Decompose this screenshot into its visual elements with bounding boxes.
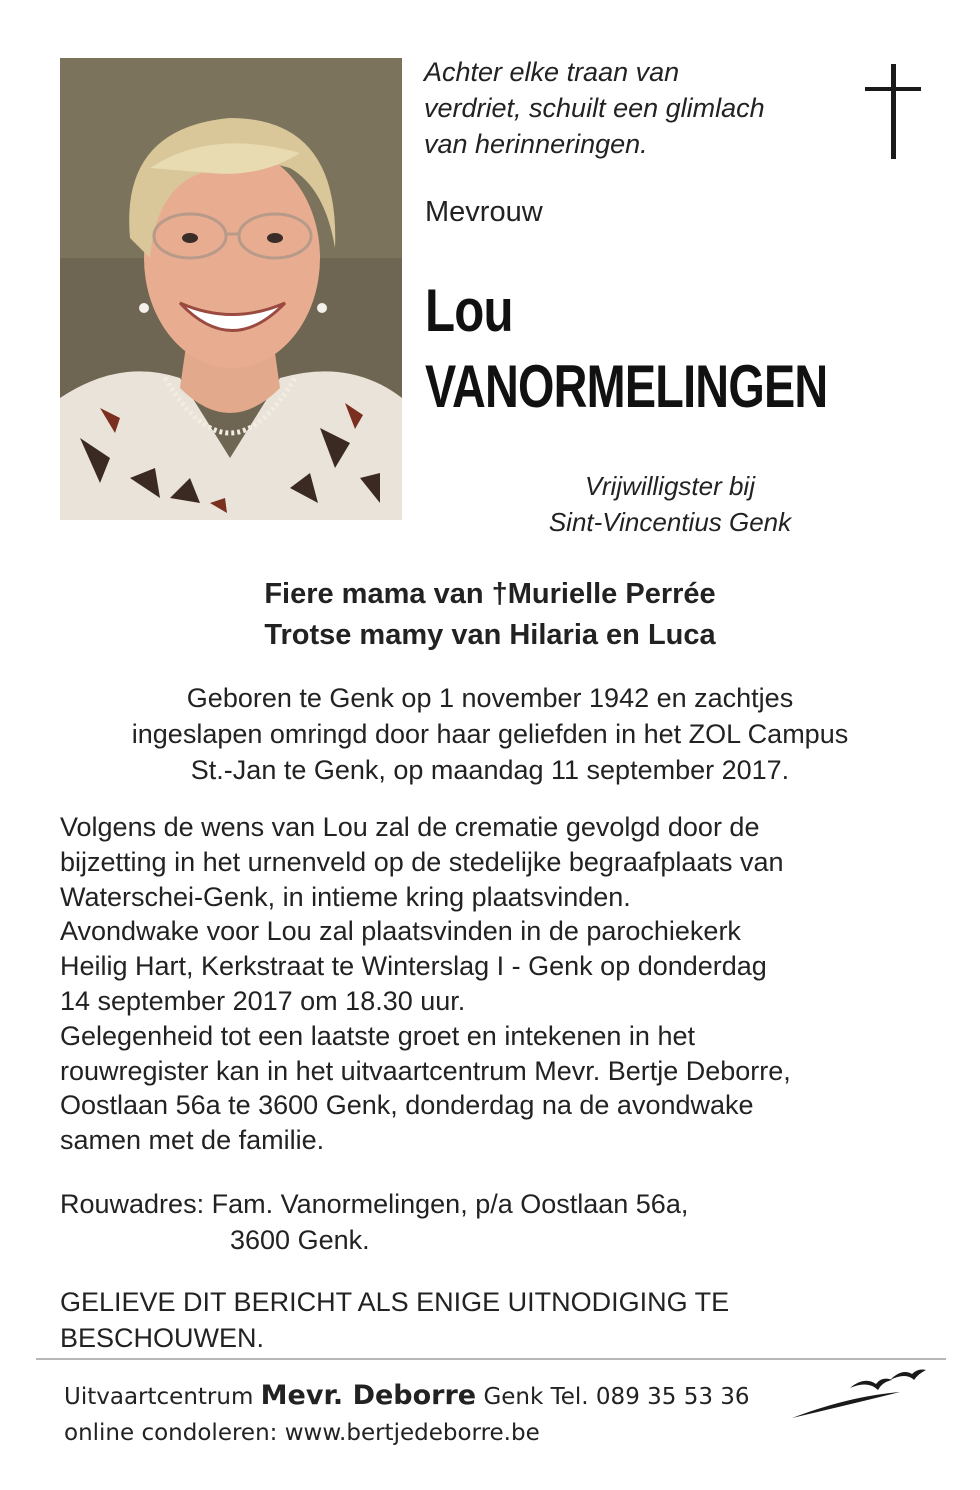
quote-line: van herinneringen. [424,129,648,159]
quote-line: verdriet, schuilt een glimlach [424,93,765,123]
deceased-last-name: VANORMELINGEN [425,353,828,420]
funeral-home-city: Genk [483,1384,544,1410]
portrait-photo [60,58,402,520]
birth-line: St.-Jan te Genk, op maandag 11 september 2017. [190,755,790,785]
quote-block [424,54,844,162]
body-line: Heilig Hart, Kerkstraat te Winterslag I - Genk op donderdag [60,951,767,982]
funeral-home-phone: Tel. 089 35 53 36 [550,1384,750,1410]
funeral-home-line [64,1380,750,1411]
notice-line: GELIEVE DIT BERICHT ALS ENIGE UITNODIGING TE [60,1287,730,1317]
cross-icon [862,62,926,167]
birth-line: ingeslapen omringd door haar geliefden in het ZOL Campus [131,719,849,749]
family-block [0,574,980,656]
body-line: samen met de familie. [60,1125,325,1156]
footer-divider [36,1358,946,1360]
birds-logo-icon [790,1366,930,1431]
family-line: Trotse mamy van Hilaria en Luca [264,619,716,651]
mourning-address [60,1186,688,1258]
role-line: Vrijwilligster bij [584,471,755,501]
body-line: Gelegenheid tot een laatste groet en intekenen in het [60,1020,695,1051]
deceased-first-name: Lou [425,277,513,344]
body-line: rouwregister kan in het uitvaartcentrum Mevr. Bertje Deborre, [60,1055,791,1086]
body-line: Waterschei-Genk, in intieme kring plaatsvinden. [60,881,631,912]
invitation-notice [60,1284,729,1356]
body-line: bijzetting in het urnenveld op de stedelijke begraafplaats van [60,846,784,877]
body-line: Volgens de wens van Lou zal de crematie gevolgd door de [60,812,760,842]
ceremony-paragraph [60,810,940,1158]
birth-line: Geboren te Genk op 1 november 1942 en zachtjes [186,683,794,713]
honorific-title: Mevrouw [425,196,543,228]
funeral-home-name: Mevr. Deborre [260,1380,477,1411]
notice-line: BESCHOUWEN. [60,1323,265,1353]
role-line: Sint-Vincentius Genk [548,507,792,537]
body-line: Avondwake voor Lou zal plaatsvinden in de parochiekerk [60,916,741,947]
online-condolence-link[interactable]: online condoleren: www.bertjedeborre.be [64,1420,540,1446]
body-line: Oostlaan 56a te 3600 Genk, donderdag na de avondwake [60,1090,754,1121]
deceased-role [480,468,860,540]
body-line: 14 september 2017 om 18.30 uur. [60,985,466,1016]
funeral-home-prefix: Uitvaartcentrum [64,1384,254,1410]
quote-line: Achter elke traan van [424,57,680,87]
address-line: Rouwadres: Fam. Vanormelingen, p/a Oostlaan 56a, [60,1189,689,1219]
address-line: 3600 Genk. [230,1225,370,1255]
family-line: Fiere mama van †Murielle Perrée [264,578,716,610]
birth-death-paragraph [0,680,980,788]
